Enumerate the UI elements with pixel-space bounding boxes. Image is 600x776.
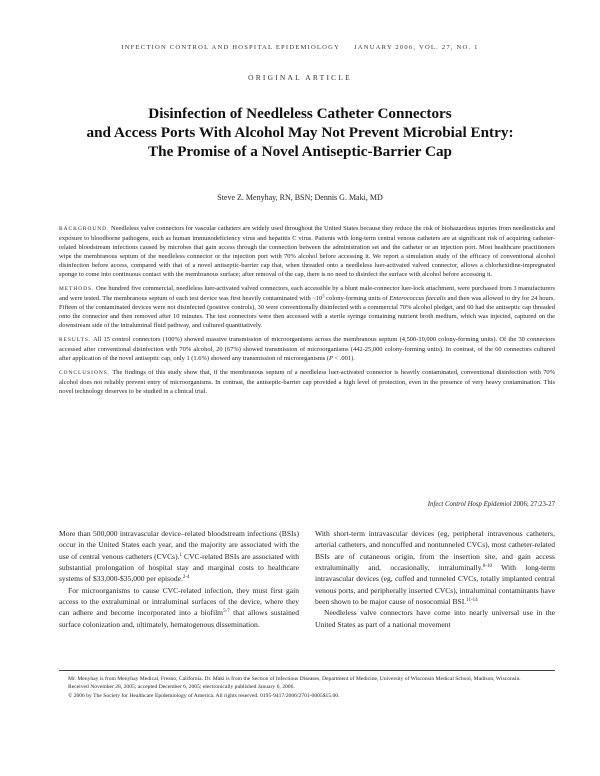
journal-citation <box>428 501 555 508</box>
footnote-dates: Received November 28, 2005; accepted December 6, 2005; electronically published January 6, 2006. <box>68 684 295 691</box>
body-text: More than 500,000 intravascular device–related bloodstream infections (BSIs) occur in the United States each year, and the majority are associated with the use of central venous catheters (CVCs). <box>59 529 299 561</box>
abstract-text: colony-forming units of <box>324 295 390 302</box>
reference-marker: 5-7 <box>223 609 230 615</box>
body-column-right <box>315 528 555 630</box>
body-text: With long-term intravascular devices (eg, cuffed and tunneled CVCs, totally implanted central venous ports, and peripherally inserted CVCs), intraluminal contaminants have been shown to be major cause of nosocomial BSI. <box>315 563 555 607</box>
organism-name: Enterococcus faecalis <box>389 295 446 302</box>
body-text: With short-term intravascular devices (eg, peripheral intravenous catheters, arterial catheters, and noncuffed and nontunneled CVCs), most catheter-related BSIs are of cutaneous origin, from the insertion site, and gain access extraluminally and, occasionally, intraluminally. <box>315 529 555 573</box>
abstract-text: and then was allowed to dry for 24 hours. Fifteen of the contaminated devices were not disinfected (positive controls), 30 were conventionally disinfected with a commercial 70% alcohol pledget, and 60 had the antiseptic cap threaded onto the connector and then removed after 10 minutes. The test connectors were then accessed with a sterile syringe containing nutrient broth medium, which was injected, captured on the downstream side of the intraluminal fluid pathway, and cultured quantitatively. <box>59 295 555 329</box>
abstract <box>59 224 555 401</box>
article-title <box>40 104 560 161</box>
body-paragraph <box>315 528 555 607</box>
abstract-label: METHODS. <box>59 286 95 292</box>
abstract-text: One hundred five commercial, needleless luer-activated valved connectors, each accessible by a blunt male-connector luer-lock attachment, were purchased from 3 manufacturers and were tested. The membranous septum of each test device was first heavily contaminated with ~10 <box>59 285 555 302</box>
reference-marker: 11-14 <box>466 598 478 604</box>
reference-marker: 2-4 <box>182 575 190 581</box>
footnotes <box>59 675 555 700</box>
abstract-text: All 15 control connectors (100%) showed massive transmission of microorganisms across the membranous septum (4,500-10,000 colony-forming units). Of the 30 connectors accessed after conventional disinfection with 70% alcohol, 20 (67%) showed transmission of microorganisms (442-25,000 colony-forming units). In contrast, of the 60 connectors cultured after application of the novel antiseptic cap, only 1 (1.6%) showed any transmission of microorganisms ( <box>59 336 555 362</box>
abstract-methods <box>59 284 555 330</box>
abstract-conclusions <box>59 368 555 396</box>
abstract-label: RESULTS. <box>59 337 92 343</box>
abstract-label: CONCLUSIONS. <box>59 370 111 376</box>
body-paragraph <box>59 585 299 630</box>
citation-details: 2006; 27:23-27 <box>511 501 555 508</box>
title-line: Disinfection of Needleless Catheter Connectors <box>148 105 452 122</box>
body-paragraph <box>59 528 299 585</box>
reference-marker: 1 <box>179 552 183 558</box>
abstract-text: The findings of this study show that, if the membranous septum of a needleless luer-activated connector is heavily contaminated, conventional disinfection with 70% alcohol does not reliably prevent entry of microorganisms. In contrast, the antiseptic-barrier cap provided a high level of protection, even in the presence of very heavy contamination. This novel technology deserves to be studied in a clinical trial. <box>59 369 555 395</box>
body-text: CVC-related BSIs are associated with substantial prolongation of hospital stay and marginal costs to healthcare systems of $33,000-$35,000 per episode. <box>59 551 299 584</box>
p-value-symbol: P <box>329 355 333 362</box>
abstract-text: < .001). <box>332 355 355 362</box>
journal-name: Infect Control Hosp Epidemiol <box>427 501 512 508</box>
running-head: INFECTION CONTROL AND HOSPITAL EPIDEMIOLOGY JANUARY 2006, VOL. 27, NO. 1 <box>121 44 479 51</box>
abstract-label: BACKGROUND. <box>59 226 110 232</box>
section-label: ORIGINAL ARTICLE <box>248 73 352 82</box>
author-list: Steve Z. Menyhay, RN, BSN; Dennis G. Maki, MD <box>217 193 383 202</box>
body-column-left <box>59 528 299 630</box>
abstract-background <box>59 224 555 279</box>
body-text: that allows sustained surface colonization and, ultimately, hematogenous dissemination. <box>59 608 299 629</box>
reference-marker: 8-10 <box>482 564 493 570</box>
footnote-divider <box>59 670 555 671</box>
body-text: For microorganisms to cause CVC-related infection, they must first gain access to the extraluminal or intraluminal surfaces of the device, where they can adhere and become incorporated into a biofilm <box>59 585 299 618</box>
footnote-affiliation: Mr. Menyhay is from Menyhay Medical, Fresno, California. Dr. Maki is from the Section of Infectious Diseases, Department of Medicine, University of Wisconsin Medical School, Madison, Wisconsin. <box>68 676 521 682</box>
title-line: The Promise of a Novel Antiseptic-Barrier Cap <box>148 143 452 160</box>
title-line: and Access Ports With Alcohol May Not Prevent Microbial Entry: <box>86 124 514 141</box>
abstract-text: Needleless valve connectors for vascular catheters are widely used throughout the United States because they reduce the risk of biohazardous injuries from needlesticks and exposure to bloodborne pathogens, such as human immunodeficiency virus and hepatitis C virus. Patients with long-term central venous catheters are at significant risk of acquiring catheter-related bloodstream infections caused by microbes that gain access through the connection between the administration set and the catheter or an injection port. Most healthcare practitioners wipe the membranous septum of the needleless connector or the injection port with 70% alcohol before accessing it. We report a simulation study of the efficacy of conventional alcohol disinfection before access, compared with that of a novel antiseptic-barrier cap that, when threaded onto a needleless luer-activated valved connector, allows a chlorhexidine-impregnated sponge to come into continuous contact with the membranous surface; after removal of the cap, there is no need to disinfect the surface with alcohol before accessing it. <box>59 225 556 278</box>
footnote-copyright: © 2006 by The Society for Healthcare Epidemiology of America. All rights reserved. 0195-9417/2006/2701-0005$15.00. <box>68 692 340 699</box>
abstract-results <box>59 335 555 363</box>
superscript: 5 <box>322 293 325 299</box>
body-paragraph: Needleless valve connectors have come into nearly universal use in the United States as part of a national movement <box>315 608 555 629</box>
